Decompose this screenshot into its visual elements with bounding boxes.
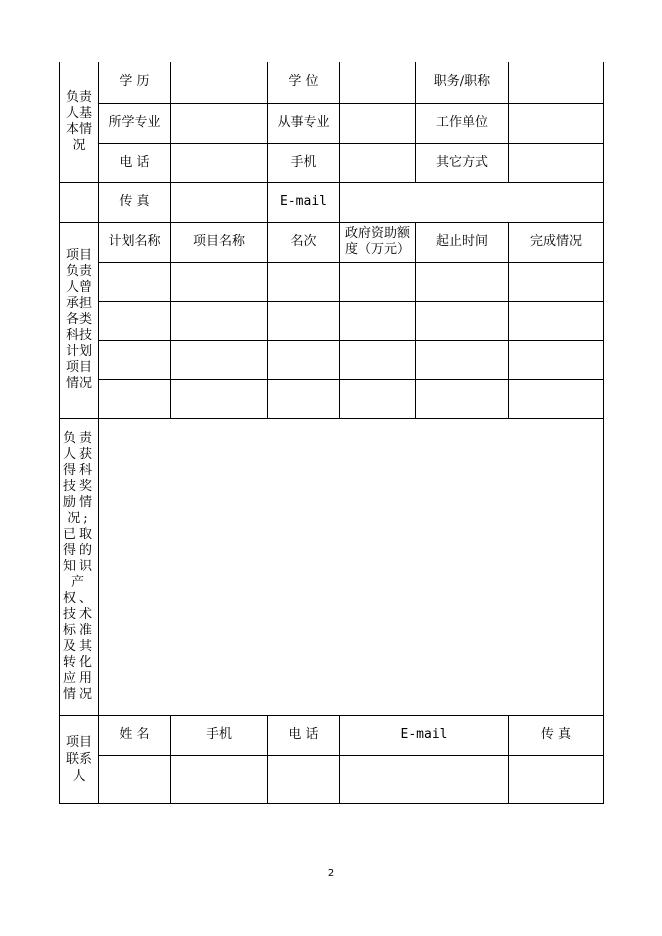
- position-title-field[interactable]: [509, 62, 604, 103]
- position-title-label: 职务/职称: [416, 62, 509, 103]
- mobile-label: 手机: [268, 143, 340, 182]
- projects-header-period: 起止时间: [416, 222, 509, 262]
- contact-email-field[interactable]: [340, 755, 509, 803]
- project-cell[interactable]: [340, 301, 416, 340]
- project-cell[interactable]: [509, 262, 604, 301]
- contact-fax-field[interactable]: [509, 755, 604, 803]
- project-row: [60, 262, 604, 301]
- basic-row-1: [60, 62, 604, 103]
- project-cell[interactable]: [268, 340, 340, 379]
- projects-header-row: [60, 222, 604, 262]
- projects-header-project: 项目名称: [171, 222, 268, 262]
- contact-name-label: 姓 名: [99, 715, 171, 755]
- major-field[interactable]: [171, 103, 268, 143]
- projects-header-rank: 名次: [268, 222, 340, 262]
- project-cell[interactable]: [268, 301, 340, 340]
- degree-field[interactable]: [340, 62, 416, 103]
- application-form-table: [59, 62, 604, 804]
- contact-mobile-label: 手机: [171, 715, 268, 755]
- project-cell[interactable]: [171, 379, 268, 418]
- employer-label: 工作单位: [416, 103, 509, 143]
- contact-phone-field[interactable]: [268, 755, 340, 803]
- project-cell[interactable]: [99, 301, 171, 340]
- other-contact-field[interactable]: [509, 143, 604, 182]
- project-cell[interactable]: [99, 340, 171, 379]
- education-field[interactable]: [171, 62, 268, 103]
- project-cell[interactable]: [99, 379, 171, 418]
- email-label: E-mail: [268, 182, 340, 222]
- phone-field[interactable]: [171, 143, 268, 182]
- projects-header-status: 完成情况: [509, 222, 604, 262]
- contact-input-row: [60, 755, 604, 803]
- project-row: [60, 301, 604, 340]
- page-number: 2: [327, 868, 335, 879]
- field-input[interactable]: [340, 103, 416, 143]
- major-label: 所学专业: [99, 103, 171, 143]
- email-field[interactable]: [340, 182, 604, 222]
- project-cell[interactable]: [171, 301, 268, 340]
- basic-info-section-label-continued: [60, 182, 99, 222]
- project-cell[interactable]: [340, 379, 416, 418]
- project-row: [60, 379, 604, 418]
- project-cell[interactable]: [509, 379, 604, 418]
- contact-header-row: [60, 715, 604, 755]
- basic-row-4: [60, 182, 604, 222]
- contact-name-field[interactable]: [99, 755, 171, 803]
- project-cell[interactable]: [99, 262, 171, 301]
- fax-field[interactable]: [171, 182, 268, 222]
- phone-label: 电 话: [99, 143, 171, 182]
- contact-section-label: 项目联系人: [60, 715, 99, 803]
- project-cell[interactable]: [416, 262, 509, 301]
- projects-section-label: 项目负责人曾承担各类科技计划项目情况: [60, 222, 99, 418]
- project-cell[interactable]: [509, 340, 604, 379]
- project-cell[interactable]: [171, 340, 268, 379]
- contact-fax-label: 传 真: [509, 715, 604, 755]
- contact-mobile-field[interactable]: [171, 755, 268, 803]
- project-cell[interactable]: [340, 340, 416, 379]
- basic-row-2: [60, 103, 604, 143]
- awards-row: [60, 418, 604, 715]
- projects-header-plan: 计划名称: [99, 222, 171, 262]
- project-cell[interactable]: [268, 379, 340, 418]
- project-cell[interactable]: [416, 301, 509, 340]
- project-cell[interactable]: [509, 301, 604, 340]
- mobile-field[interactable]: [340, 143, 416, 182]
- field-label: 从事专业: [268, 103, 340, 143]
- degree-label: 学 位: [268, 62, 340, 103]
- project-row: [60, 340, 604, 379]
- fax-label: 传 真: [99, 182, 171, 222]
- project-cell[interactable]: [340, 262, 416, 301]
- basic-row-3: [60, 143, 604, 182]
- project-cell[interactable]: [416, 340, 509, 379]
- education-label: 学 历: [99, 62, 171, 103]
- project-cell[interactable]: [268, 262, 340, 301]
- projects-header-funding: 政府资助额度（万元）: [340, 222, 416, 262]
- project-cell[interactable]: [416, 379, 509, 418]
- contact-email-label: E-mail: [340, 715, 509, 755]
- basic-info-section-label: 负责人基本情况: [60, 62, 99, 182]
- awards-content-area[interactable]: [99, 418, 604, 715]
- other-contact-label: 其它方式: [416, 143, 509, 182]
- project-cell[interactable]: [171, 262, 268, 301]
- contact-phone-label: 电 话: [268, 715, 340, 755]
- awards-section-label: 负责人获得科技奖励情况;已取得的知识产权、技术标准及其转化应用情况: [60, 418, 99, 715]
- employer-field[interactable]: [509, 103, 604, 143]
